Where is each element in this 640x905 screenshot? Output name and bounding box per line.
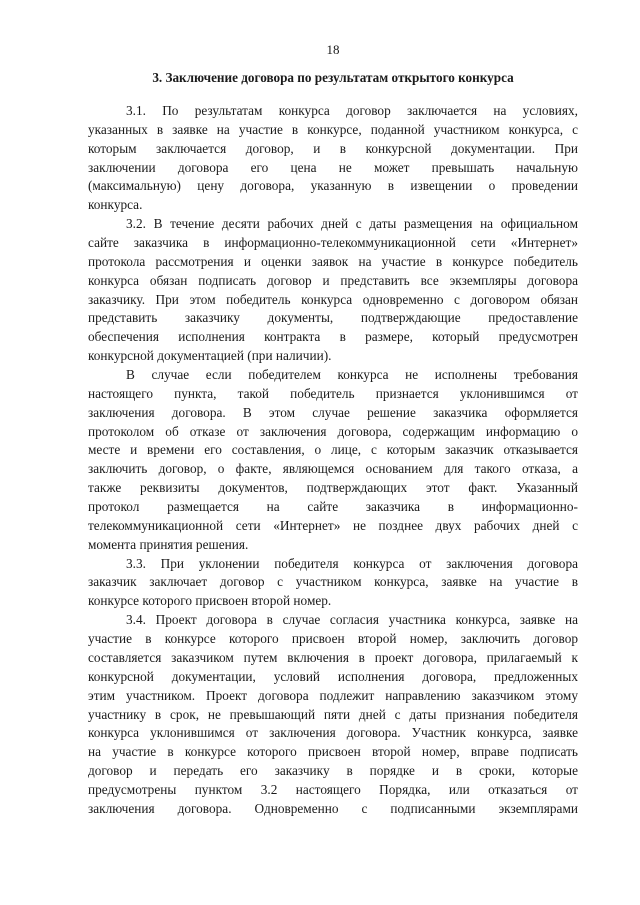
text-line: обеспечения исполнения контракта в размере, который предусмотрен [88, 329, 578, 345]
text-line: которым заключается договор, и в конкурсной документации. При [88, 140, 578, 156]
text-line: договор и передать его заказчику в порядке и в сроки, которые [88, 763, 578, 779]
text-line: конкурса уклонившимся от заключения договора. Участник конкурса, заявке [88, 725, 578, 741]
paragraph-p3-1 [88, 102, 578, 215]
text-line: участие в конкурсе которого присвоен второй номер, заключить договор [88, 631, 578, 647]
text-line: сайте заказчика в информационно-телекоммуникационной сети «Интернет» [88, 235, 578, 251]
text-line: предусмотрены пунктом 3.2 настоящего Порядка, или отказаться от [88, 781, 578, 797]
text-line: протоколом об отказе от заключения договора, содержащим информацию о [88, 423, 578, 439]
text-line: протокол размещается на сайте заказчика в информационно- [88, 499, 578, 515]
text-line: составляется заказчиком путем включения в проект договора, прилагаемый к [88, 649, 578, 665]
text-line: настоящего пункта, такой победитель признается уклонившимся от [88, 385, 578, 401]
document-body [88, 102, 578, 819]
text-line: заключения договора. В этом случае решение заказчика оформляется [88, 404, 578, 420]
paragraph-p3-2-refusal [88, 366, 578, 555]
text-line: 3.2. В течение десяти рабочих дней с даты размещения на официальном [126, 216, 578, 232]
text-line: телекоммуникационной сети «Интернет» не позднее двух рабочих дней с [88, 517, 578, 533]
text-line: заключении договора его цена не может превышать начальную [88, 159, 578, 175]
text-line: на участие в конкурсе которого присвоен второй номер, вправе подписать [88, 744, 578, 760]
paragraph-p3-4 [88, 611, 578, 818]
paragraph-p3-2 [88, 215, 578, 366]
text-line: участнику в срок, не превышающий пяти дней с даты признания победителя [88, 706, 578, 722]
text-line: конкурса. [88, 197, 143, 213]
text-line: (максимальную) цену договора, указанную в извещении о проведении [88, 178, 578, 194]
text-line: 3.1. По результатам конкурса договор заключается на условиях, [126, 103, 578, 118]
text-line: момента принятия решения. [88, 536, 249, 552]
text-line: конкурсе которого присвоен второй номер. [88, 593, 332, 609]
text-line: конкурсной документацией (при наличии). [88, 348, 332, 364]
text-line: также реквизиты документов, подтверждающих этот факт. Указанный [88, 480, 578, 496]
text-line: 3.4. Проект договора в случае согласия участника конкурса, заявке на [126, 612, 578, 628]
text-line: В случае если победителем конкурса не исполнены требования [126, 367, 578, 383]
text-line: заключить договор, о факте, являющемся основанием для такого отказа, а [88, 461, 578, 477]
text-line: указанных в заявке на участие в конкурсе, поданной участником конкурса, с [88, 121, 578, 137]
section-heading: 3. Заключение договора по результатам открытого конкурса [152, 70, 514, 85]
text-line: конкурса обязан подписать договор и представить все экземпляры договора [88, 272, 578, 288]
text-line: этим участником. Проект договора подлежит направлению заказчиком этому [88, 687, 578, 703]
text-line: представить заказчику документы, подтверждающие предоставление [88, 310, 578, 326]
text-line: конкурсной документации, условий исполнения договора, предложенных [88, 668, 578, 684]
text-line: заключения договора. Одновременно с подписанными экземплярами [88, 800, 578, 816]
text-line: месте и времени его составления, о лице, с которым заказчик отказывается [88, 442, 578, 458]
page-number: 18 [326, 42, 340, 57]
text-line: протокола рассмотрения и оценки заявок на участие в конкурсе победитель [88, 253, 578, 269]
paragraph-p3-3 [88, 555, 578, 612]
text-line: заказчику. При этом победитель конкурса одновременно с договором обязан [88, 291, 578, 307]
text-line: 3.3. При уклонении победителя конкурса от заключения договора [126, 555, 578, 571]
text-line: заказчик заключает договор с участником конкурса, заявке на участие в [88, 574, 578, 590]
